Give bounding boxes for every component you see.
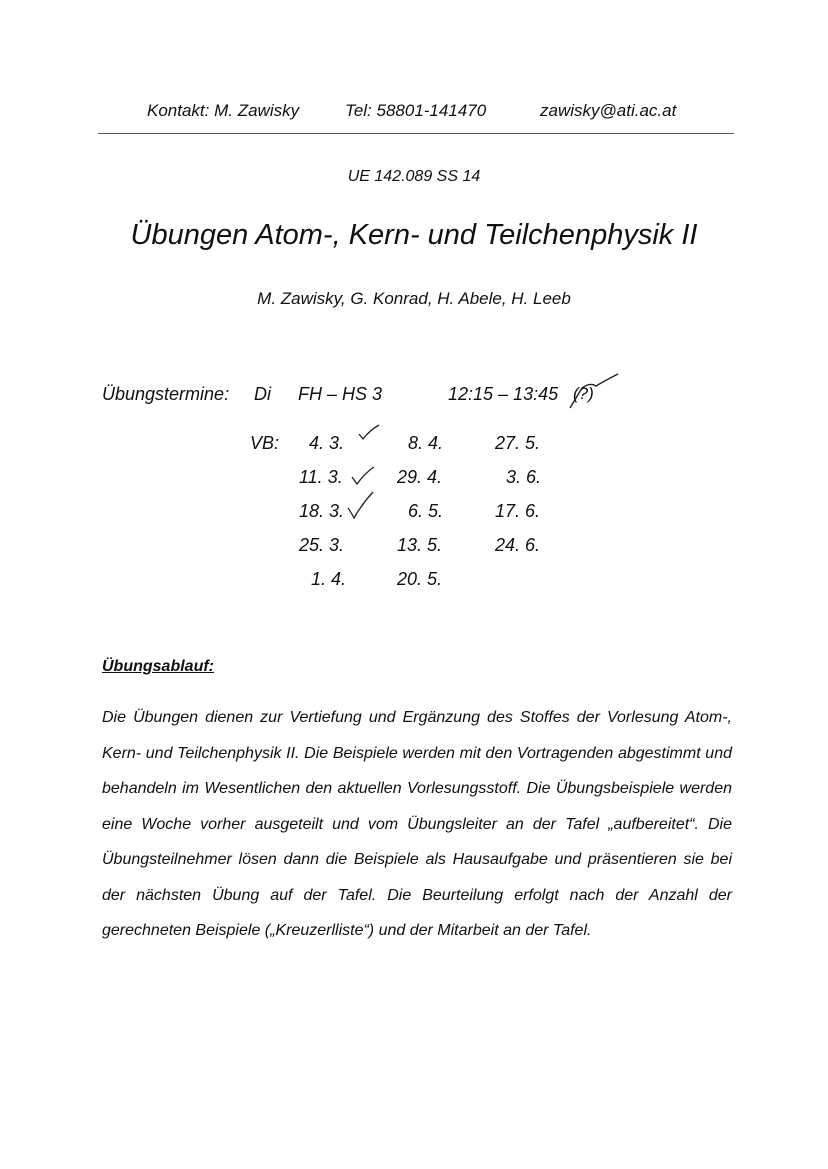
date-item: 13. 5. [397, 535, 443, 555]
date-item: 29. 4. [397, 467, 443, 487]
contact-name: Kontakt: M. Zawisky [147, 101, 300, 120]
authors: M. Zawisky, G. Konrad, H. Abele, H. Leeb [257, 289, 571, 308]
date-item: 20. 5. [397, 569, 443, 589]
schedule-room: FH – HS 3 [298, 384, 383, 404]
header-divider [98, 133, 734, 134]
date-item: 24. 6. [495, 535, 541, 555]
contact-phone: Tel: 58801-141470 [345, 101, 487, 120]
date-item: 17. 6. [495, 501, 541, 521]
date-item: 8. 4. [408, 433, 444, 453]
checkmark-icon [356, 422, 382, 444]
vb-label: VB: [250, 433, 280, 453]
page-title: Übungen Atom-, Kern- und Teilchenphysik II [130, 219, 698, 251]
date-item: 18. 3. [299, 501, 345, 521]
section-heading: Übungsablauf: [102, 658, 214, 675]
schedule-time: 12:15 – 13:45 [448, 384, 559, 404]
course-code: UE 142.089 SS 14 [347, 168, 481, 185]
section-body: Die Übungen dienen zur Vertiefung und Ergänzung des Stoffes der Vorlesung Atom-, Kern- und Teilchenphysik II. Die Beispiele werden mit den Vortragenden abgestimmt und behandeln im Wesentlichen den aktuellen Vorlesungsstoff. Die Übungsbeispiele werden eine Woche vorher ausgeteilt und vom Übungsleiter an der Tafel „aufbereitet“. Die Übungsteilnehmer lösen dann die Beispiele als Hausaufgabe und präsentieren sie bei der nächsten Übung auf der Tafel. Die Beurteilung erfolgt nach der Anzahl der gerechneten Beispiele („Kreuzerlliste“) und der Mitarbeit an der Tafel. [102, 709, 732, 939]
date-item: 1. 4. [311, 569, 347, 589]
date-item: 3. 6. [506, 467, 542, 487]
contact-email: zawisky@ati.ac.at [540, 101, 677, 120]
date-item: 4. 3. [309, 433, 345, 453]
schedule-day: Di [254, 384, 271, 404]
checkmark-icon [346, 490, 376, 524]
date-item: 11. 3. [299, 467, 343, 487]
date-item: 6. 5. [408, 501, 444, 521]
schedule-time-note: (?) [573, 384, 594, 403]
schedule-label: Übungstermine: [102, 384, 230, 404]
date-item: 25. 3. [299, 535, 345, 555]
handwritten-strike-mark [566, 372, 622, 412]
checkmark-icon [350, 464, 376, 488]
date-item: 27. 5. [495, 433, 541, 453]
